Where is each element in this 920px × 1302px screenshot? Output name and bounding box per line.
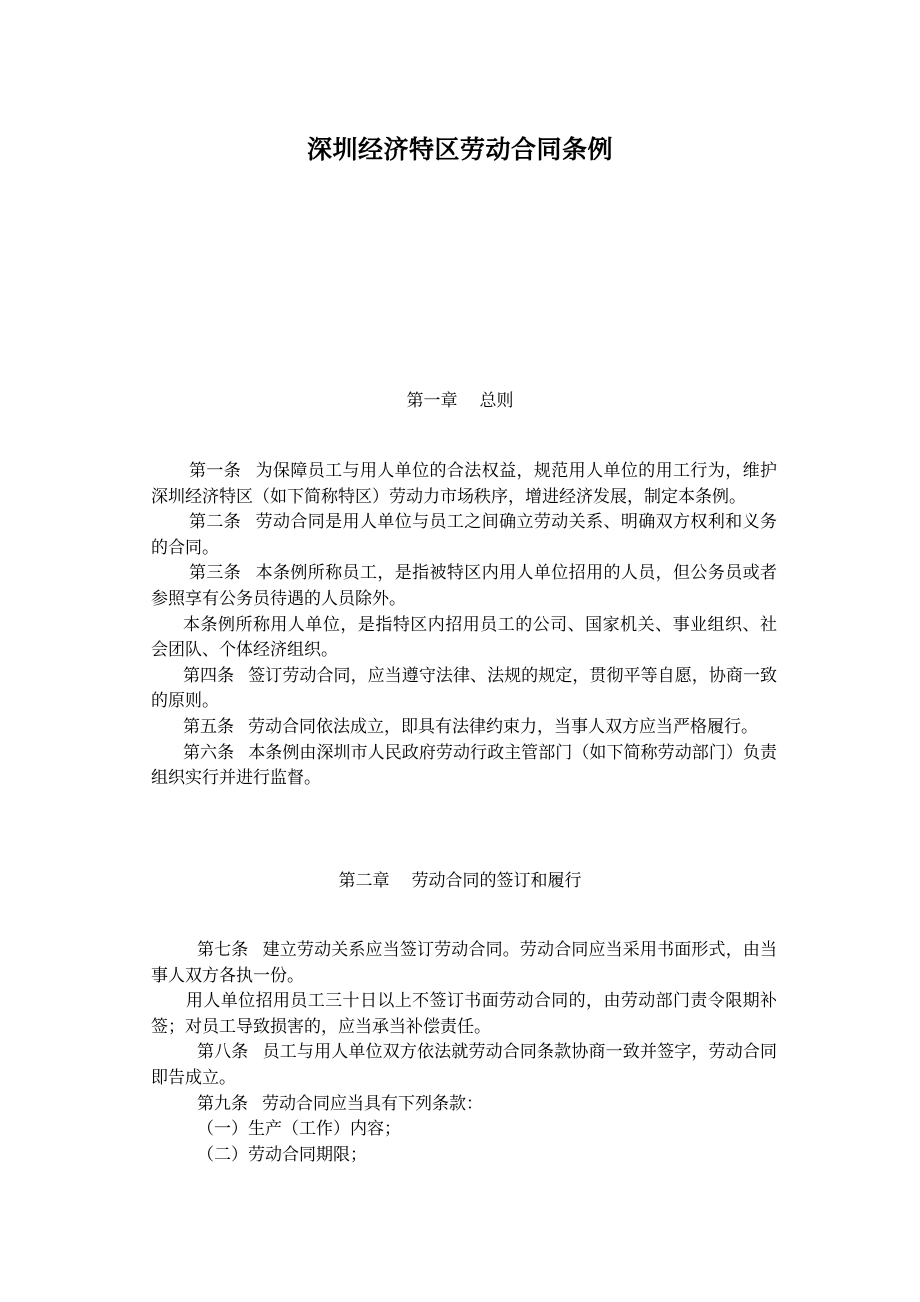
chapter-label: 第一章 xyxy=(406,391,458,411)
article-paragraph xyxy=(151,561,777,612)
chapter-body xyxy=(151,459,777,792)
chapter-name: 劳动合同的签订和履行 xyxy=(411,871,582,891)
article-number: 第六条 xyxy=(183,742,235,763)
article-number: 第四条 xyxy=(183,665,235,686)
article-paragraph xyxy=(151,613,777,664)
article-text: 签订劳动合同，应当遵守法律、法规的规定，贯彻平等自愿，协商一致的原则。 xyxy=(151,665,778,712)
article-number: 第一条 xyxy=(189,461,242,481)
article-paragraph xyxy=(151,1040,777,1091)
article-paragraph xyxy=(151,989,777,1040)
article-number: 第五条 xyxy=(183,716,234,737)
article-text: 本条例由深圳市人民政府劳动行政主管部门（如下简称劳动部门）负责组织实行并进行监督。 xyxy=(151,742,778,789)
list-item-text: （二）劳动合同期限； xyxy=(197,1144,367,1165)
list-item xyxy=(151,1117,777,1143)
article-paragraph xyxy=(151,715,777,741)
chapter-label: 第二章 xyxy=(338,871,390,891)
article-paragraph xyxy=(151,741,777,792)
article-text: 劳动合同应当具有下列条款： xyxy=(262,1093,483,1114)
article-number: 第二条 xyxy=(189,512,242,533)
article-number: 第九条 xyxy=(197,1093,248,1114)
chapter-heading xyxy=(0,386,920,411)
chapter-heading xyxy=(0,866,920,891)
article-text: 本条例所称员工，是指被特区内用人单位招用的人员，但公务员或者参照享有公务员待遇的人员除外。 xyxy=(151,563,778,609)
article-text: 用人单位招用员工三十日以上不签订书面劳动合同的，由劳动部门责令限期补签；对员工导致损害的，应当承当补偿责任。 xyxy=(151,991,777,1037)
article-paragraph xyxy=(151,510,777,561)
list-item-text: （一）生产（工作）内容； xyxy=(197,1119,401,1140)
article-paragraph xyxy=(151,664,777,715)
article-text: 劳动合同是用人单位与员工之间确立劳动关系、明确双方权利和义务的合同。 xyxy=(151,512,778,558)
article-text: 劳动合同依法成立，即具有法律约束力，当事人双方应当严格履行。 xyxy=(248,716,758,737)
list-item xyxy=(151,1143,777,1169)
article-paragraph xyxy=(151,459,777,510)
article-paragraph xyxy=(151,1092,777,1118)
article-paragraph xyxy=(151,938,777,989)
document-title: 深圳经济特区劳动合同条例 xyxy=(306,135,613,164)
article-number: 第八条 xyxy=(197,1042,249,1063)
article-text: 员工与用人单位双方依法就劳动合同条款协商一致并签字，劳动合同即告成立。 xyxy=(151,1042,778,1088)
chapter-body xyxy=(151,938,777,1168)
article-text: 建立劳动关系应当签订劳动合同。劳动合同应当采用书面形式，由当事人双方各执一份。 xyxy=(151,940,778,986)
chapter-name: 总则 xyxy=(479,391,514,411)
article-number: 第三条 xyxy=(189,563,242,584)
article-number: 第七条 xyxy=(197,940,249,960)
article-text: 为保障员工与用人单位的合法权益，规范用人单位的用工行为，维护深圳经济特区（如下简称特区）劳动力市场秩序，增进经济发展，制定本条例。 xyxy=(151,461,778,507)
article-text: 本条例所称用人单位，是指特区内招用员工的公司、国家机关、事业组织、社会团队、个体经济组织。 xyxy=(151,614,777,661)
